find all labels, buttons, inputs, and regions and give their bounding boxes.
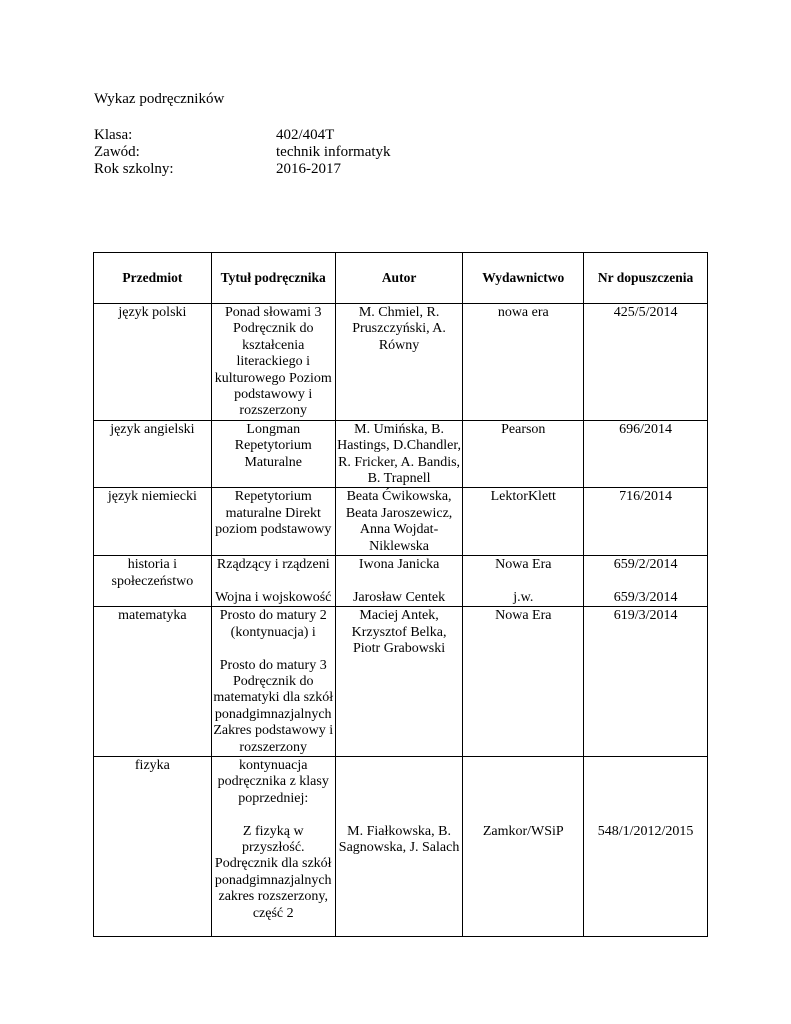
cell-author: Beata Ćwikowska, Beata Jaroszewicz, Anna Wojdat-Niklewska bbox=[335, 488, 463, 556]
title-part-2: Prosto do matury 3 Podręcznik do matematyki dla szkół ponadgimnazjalnych Zakres podstawowy i rozszerzony bbox=[213, 657, 334, 755]
header-title: Tytuł podręcznika bbox=[211, 253, 335, 304]
info-value: technik informatyk bbox=[276, 144, 391, 160]
header-author: Autor bbox=[335, 253, 463, 304]
cell-publisher: nowa era bbox=[463, 304, 584, 421]
cell-approval bbox=[584, 556, 708, 607]
info-label: Zawód: bbox=[94, 144, 140, 160]
cell-approval bbox=[584, 756, 708, 936]
cell-subject: język polski bbox=[94, 304, 212, 421]
author-part-1: Iwona Janicka bbox=[358, 557, 440, 573]
cell-author: M. Umińska, B. Hastings, D.Chandler, R. Fricker, A. Bandis, B. Trapnell bbox=[337, 421, 461, 487]
cell-subject: matematyka bbox=[94, 607, 212, 757]
class-info bbox=[94, 127, 391, 178]
cell-author: Maciej Antek, Krzysztof Belka, Piotr Grabowski bbox=[335, 607, 463, 757]
info-value: 402/404T bbox=[276, 127, 335, 143]
approval-text: 548/1/2012/2015 bbox=[597, 823, 694, 839]
header-approval: Nr dopuszczenia bbox=[584, 253, 708, 304]
info-row-profession bbox=[94, 144, 391, 161]
title-part-1: Prosto do matury 2 (kontynuacja) i bbox=[219, 608, 327, 640]
publisher-part-1: Nowa Era bbox=[495, 557, 552, 573]
table-row bbox=[94, 556, 708, 607]
cell-title bbox=[211, 756, 335, 936]
document-title: Wykaz podręczników bbox=[94, 91, 225, 107]
cell-title: Longman Repetytorium Maturalne bbox=[211, 420, 335, 488]
title-part-1: kontynuacja podręcznika z klasy poprzedniej: bbox=[217, 757, 329, 806]
cell-approval: 716/2014 bbox=[584, 488, 708, 556]
cell-publisher bbox=[463, 556, 584, 607]
cell-author bbox=[335, 756, 463, 936]
table-header-row bbox=[94, 253, 708, 304]
cell-subject: fizyka bbox=[94, 756, 212, 936]
cell-subject: historia i społeczeństwo bbox=[94, 556, 212, 607]
info-label: Klasa: bbox=[94, 127, 133, 143]
cell-title: Repetytorium maturalne Direkt poziom podstawowy bbox=[211, 488, 335, 556]
info-row-school-year bbox=[94, 161, 391, 178]
cell-subject: język niemiecki bbox=[94, 488, 212, 556]
approval-part-2: 659/3/2014 bbox=[613, 589, 678, 605]
cell-approval: 696/2014 bbox=[584, 420, 708, 488]
publisher-part-2: j.w. bbox=[513, 589, 534, 605]
cell-publisher: Pearson bbox=[463, 420, 584, 488]
info-label: Rok szkolny: bbox=[94, 161, 174, 177]
table-row bbox=[94, 607, 708, 757]
author-part-2: Jarosław Centek bbox=[352, 589, 446, 605]
cell-title bbox=[211, 607, 335, 757]
header-subject: Przedmiot bbox=[94, 253, 212, 304]
cell-approval: 425/5/2014 bbox=[584, 304, 708, 421]
approval-part-1: 659/2/2014 bbox=[613, 557, 678, 573]
title-part-2: Wojna i wojskowość bbox=[215, 589, 332, 605]
cell-author: M. Chmiel, R. Pruszczyński, A. Równy bbox=[335, 304, 463, 421]
cell-publisher bbox=[463, 756, 584, 936]
author-text: M. Fiałkowska, B. Sagnowska, J. Salach bbox=[338, 823, 460, 855]
table-row bbox=[94, 304, 708, 421]
cell-publisher: LektorKlett bbox=[463, 488, 584, 556]
textbook-table bbox=[93, 252, 708, 937]
table-row bbox=[94, 756, 708, 936]
header-publisher: Wydawnictwo bbox=[463, 253, 584, 304]
table-row bbox=[94, 488, 708, 556]
cell-subject: język angielski bbox=[94, 420, 212, 488]
cell-title bbox=[211, 556, 335, 607]
publisher-text: Zamkor/WSiP bbox=[482, 823, 564, 839]
cell-publisher: Nowa Era bbox=[463, 607, 584, 757]
table-row bbox=[94, 420, 708, 488]
info-row-class bbox=[94, 127, 391, 144]
title-part-1: Rządzący i rządzeni bbox=[216, 557, 330, 573]
title-part-2: Z fizyką w przyszłość. Podręcznik dla szkół ponadgimnazjalnych zakres rozszerzony, część 2 bbox=[214, 823, 332, 921]
cell-approval: 619/3/2014 bbox=[584, 607, 708, 757]
cell-title: Ponad słowami 3 Podręcznik do kształcenia literackiego i kulturowego Poziom podstawowy i rozszerzony bbox=[211, 304, 335, 421]
cell-author bbox=[335, 556, 463, 607]
info-value: 2016-2017 bbox=[276, 161, 341, 177]
